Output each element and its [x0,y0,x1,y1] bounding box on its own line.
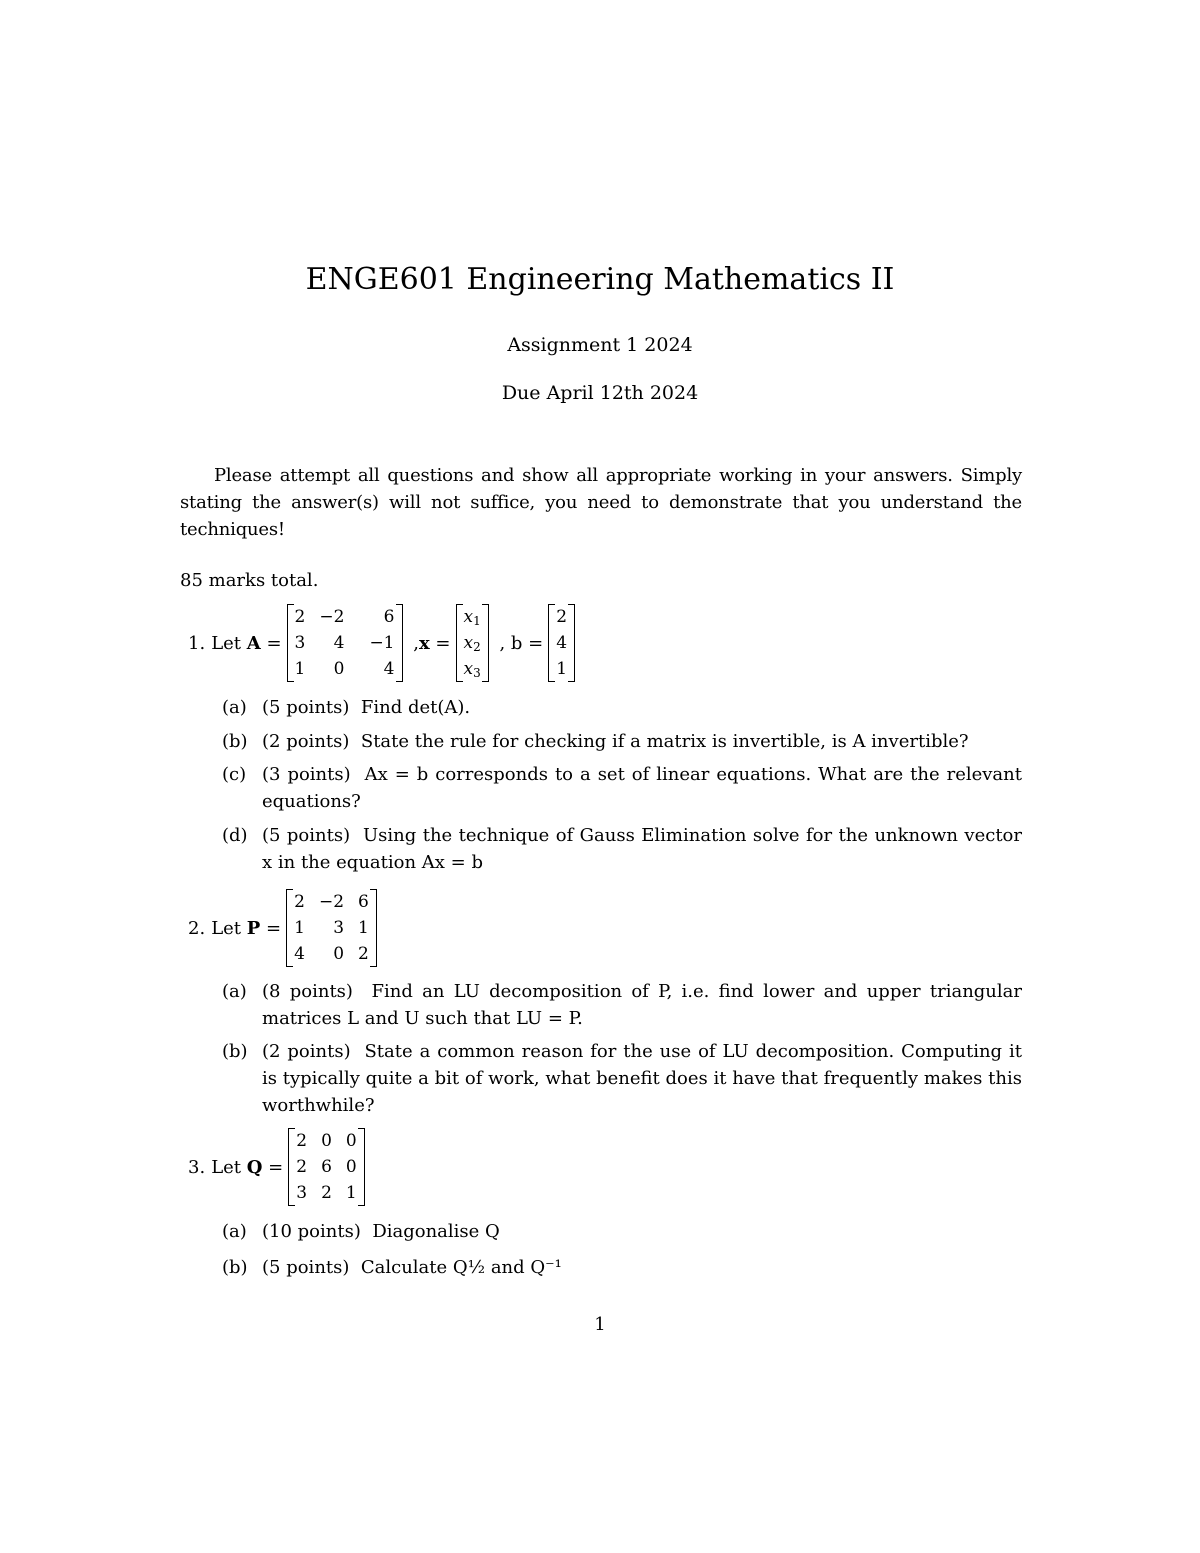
matrix-P-cell: 2 [358,944,369,964]
matrix-P-cell: 3 [333,918,345,938]
matrix-P-cell: 1 [358,918,369,938]
part-points: (10 points) [262,1221,361,1242]
question-3b [222,1254,1022,1281]
question-1-number: 1. [188,632,206,654]
part-label: (c) [222,764,247,785]
matrix-P-cell: 4 [294,944,305,964]
question-3-number: 3. [188,1156,206,1178]
matrix-Q-cell: 2 [321,1183,332,1203]
part-text: State a common reason for the use of LU decomposition. Computing it is typically quite a bit of work, what benefit does it have that frequently makes this worthwhile? [262,1041,1022,1116]
vector-b-entry: 4 [556,633,568,653]
matrix-Q-cell: 3 [296,1183,308,1203]
question-2a [222,978,1022,1032]
matrix-Q-cell: 0 [345,1131,357,1151]
assignment-subtitle: Assignment 1 2024 [507,334,693,356]
question-1-let: Let [211,632,242,654]
vector-b [549,604,574,682]
vector-x [457,604,488,682]
matrix-A-cell: −1 [369,633,395,653]
question-1d [222,822,1022,876]
vector-x-subscript: 2 [473,639,481,654]
question-1c [222,761,1022,815]
matrix-P [287,889,376,967]
matrix-A-cell: 6 [383,607,395,627]
matrix-A-cell: 0 [333,659,345,679]
matrix-P-cell: 0 [333,944,345,964]
part-points: (5 points) [262,825,351,846]
part-label: (b) [222,731,248,752]
part-label: (d) [222,825,248,846]
matrix-Q [289,1128,363,1206]
matrix-A-cell: 2 [294,607,306,627]
question-2b [222,1038,1022,1119]
question-1b [222,728,1022,755]
part-points: (3 points) [262,764,351,785]
matrix-Q-cell: 1 [345,1183,357,1203]
vector-x-entry: x [463,658,474,679]
question-3a [222,1218,1022,1245]
matrix-Q-cell: 2 [296,1157,308,1177]
vector-x-entry: x [463,606,474,627]
question-1a [222,694,1022,721]
part-text: Ax = b corresponds to a set of linear equations. What are the relevant equations? [262,764,1022,812]
part-points: (2 points) [262,731,350,752]
marks-total: 85 marks total. [180,570,319,591]
matrix-Q-cell: 0 [345,1157,357,1177]
instructions-paragraph: Please attempt all questions and show all appropriate working in your answers. Simply stating the answer(s) will not suffice, you need to demonstrate that you understand the techniques! [180,465,1022,540]
part-label: (a) [222,1221,247,1242]
vector-b-entry: 1 [556,659,568,679]
question-3-let: Let [211,1156,242,1178]
matrix-P-cell: −2 [318,892,345,912]
part-text: Find an LU decomposition of P, i.e. find lower and upper triangular matrices L and U such that LU = P. [262,981,1022,1029]
part-text: Diagonalise Q [372,1221,500,1242]
part-label: (a) [222,981,247,1002]
matrix-A-cell: 4 [383,659,395,679]
part-points: (5 points) [262,697,350,718]
due-date: Due April 12th 2024 [501,382,699,404]
matrix-Q-cell: 0 [321,1131,332,1151]
matrix-A-cell: 3 [294,633,306,653]
matrix-A-cell: −2 [319,607,345,627]
part-text: Using the technique of Gauss Elimination solve for the unknown vector x in the equation Ax = b [262,825,1023,873]
part-text: Calculate Q½ and Q⁻¹ [360,1257,562,1278]
vector-x-subscript: 1 [473,613,481,628]
part-points: (8 points) [262,981,353,1002]
matrix-P-cell: 1 [294,918,305,938]
part-label: (b) [222,1257,248,1278]
matrix-Q-cell: 6 [321,1157,332,1177]
part-text: Find det(A). [360,697,471,718]
vector-x-entry: x [463,632,474,653]
matrix-P-cell: 2 [294,892,305,912]
part-points: (5 points) [262,1257,350,1278]
matrix-A-cell: 4 [333,633,345,653]
question-2-let: Let [211,917,242,939]
page-number: 1 [594,1314,606,1335]
matrix-P-cell: 6 [358,892,369,912]
vector-b-entry: 2 [556,607,568,627]
question-3-statement: 3. Let Q = 2 0 0 2 6 0 3 2 1 [188,1128,370,1206]
vector-x-subscript: 3 [473,665,481,680]
question-1-statement: 1. Let A = 2 −2 6 3 4 −1 1 0 4 , x = $x_1$ $x_2$ $x_3$ , b = 2 4 1 [188,604,580,682]
matrix-A-cell: 1 [294,659,306,679]
part-label: (b) [222,1041,248,1062]
part-label: (a) [222,697,247,718]
question-2-statement: 2. Let P = 2 −2 6 1 3 1 4 0 2 [188,889,382,967]
part-text: State the rule for checking if a matrix is invertible, is A invertible? [360,731,969,752]
matrix-A [288,604,402,682]
part-points: (2 points) [262,1041,351,1062]
question-2-number: 2. [188,917,206,939]
matrix-Q-cell: 2 [296,1131,308,1151]
document-title: ENGE601 Engineering Mathematics II [305,262,895,297]
